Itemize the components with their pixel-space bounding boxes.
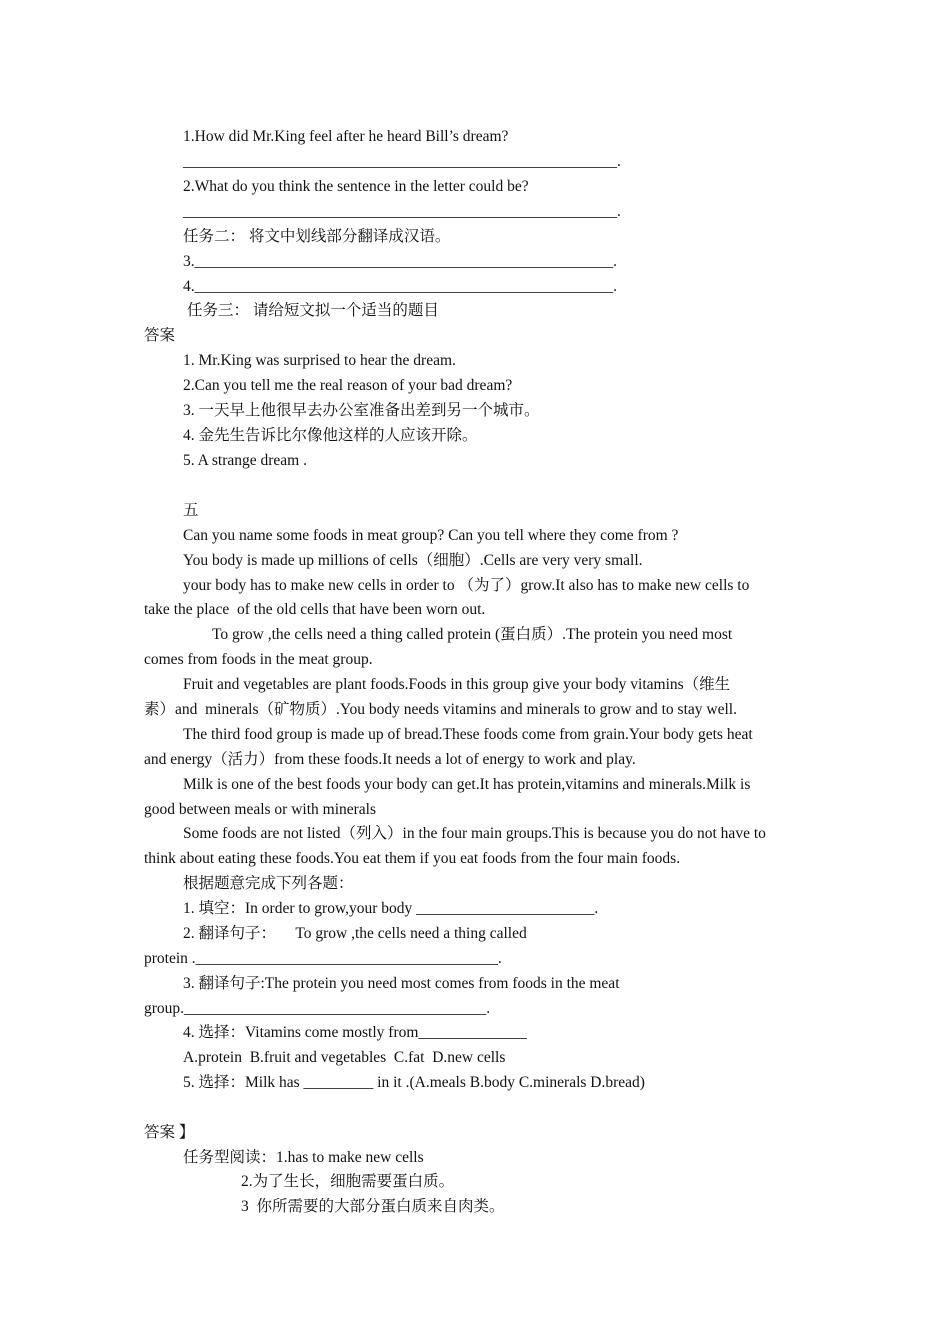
answer-line: 5. A strange dream .: [183, 452, 307, 469]
passage-line: your body has to make new cells in order to （为了）grow.It also has to make new cells to: [183, 577, 750, 594]
passage-line: The third food group is made up of bread.These foods come from grain.Your body gets heat: [183, 726, 753, 743]
answer-blank-3: 3.______________________________________________________.: [183, 253, 617, 270]
passage-line: 素）and minerals（矿物质）.You body needs vitamins and minerals to grow and to stay well.: [144, 701, 737, 718]
question-line: group._______________________________________.: [144, 1000, 491, 1017]
passage-line: take the place of the old cells that have been worn out.: [144, 601, 486, 618]
task-two-heading: 任务二： 将文中划线部分翻译成汉语。: [183, 228, 451, 245]
question-line: 2. 翻译句子： To grow ,the cells need a thing called: [183, 925, 527, 942]
passage-line: You body is made up millions of cells（细胞）.Cells are very very small.: [183, 552, 643, 569]
section-five-heading: 五: [183, 502, 199, 519]
passage-line: and energy（活力）from these foods.It needs a lot of energy to work and play.: [144, 751, 636, 768]
question-1: 1.How did Mr.King feel after he heard Bill’s dream?: [183, 128, 509, 145]
choices-line: A.protein B.fruit and vegetables C.fat D.new cells: [183, 1049, 506, 1066]
task-three-heading: 任务三： 请给短文拟一个适当的题目: [187, 302, 439, 319]
passage-line: comes from foods in the meat group.: [144, 651, 373, 668]
answer-blank-1: ________________________________________________________.: [183, 153, 621, 170]
passage-line: good between meals or with minerals: [144, 801, 377, 818]
passage-line: Can you name some foods in meat group? Can you tell where they come from ?: [183, 527, 679, 544]
question-line: 1. 填空：In order to grow,your body _______________________.: [183, 900, 599, 917]
answer-line: 2.为了生长，细胞需要蛋白质。: [241, 1173, 455, 1190]
instruction-line: 根据题意完成下列各题：: [183, 875, 354, 892]
answer-line: 3 你所需要的大部分蛋白质来自肉类。: [241, 1198, 505, 1215]
passage-line: think about eating these foods.You eat them if you eat foods from the four main foods.: [144, 850, 681, 867]
passage-line: Some foods are not listed（列入）in the four main groups.This is because you do not have to: [183, 825, 766, 842]
passage-line: Fruit and vegetables are plant foods.Foods in this group give your body vitamins（维生: [183, 676, 731, 693]
passage-line: To grow ,the cells need a thing called protein (蛋白质）.The protein you need most: [212, 626, 733, 643]
question-line: protein ._______________________________________.: [144, 950, 502, 967]
question-2: 2.What do you think the sentence in the letter could be?: [183, 178, 529, 195]
question-line: 4. 选择：Vitamins come mostly from______________: [183, 1024, 527, 1041]
answers-title: 答案 】: [144, 1124, 195, 1141]
answers-title: 答案: [144, 327, 176, 344]
answer-blank-2: ________________________________________________________.: [183, 203, 621, 220]
question-line: 3. 翻译句子:The protein you need most comes from foods in the meat: [183, 975, 620, 992]
answer-line: 4. 金先生告诉比尔像他这样的人应该开除。: [183, 427, 478, 444]
passage-line: Milk is one of the best foods your body can get.It has protein,vitamins and minerals.Milk is: [183, 776, 751, 793]
answer-line: 任务型阅读：1.has to make new cells: [183, 1149, 424, 1166]
answer-line: 2.Can you tell me the real reason of your bad dream?: [183, 377, 513, 394]
answer-blank-4: 4.______________________________________________________.: [183, 278, 617, 295]
answer-line: 1. Mr.King was surprised to hear the dream.: [183, 352, 456, 369]
question-line: 5. 选择：Milk has _________ in it .(A.meals B.body C.minerals D.bread): [183, 1074, 645, 1091]
answer-line: 3. 一天早上他很早去办公室准备出差到另一个城市。: [183, 402, 540, 419]
